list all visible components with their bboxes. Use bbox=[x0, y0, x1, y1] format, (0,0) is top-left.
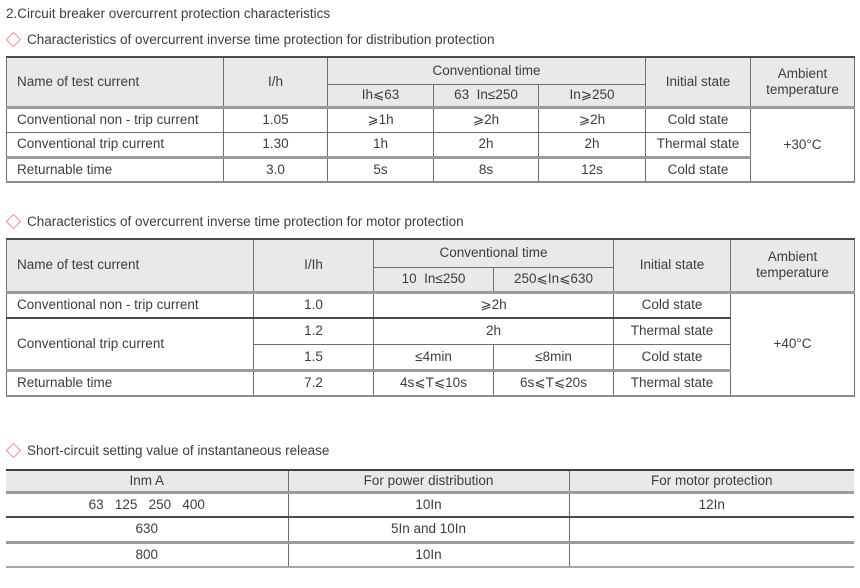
table-cell: Cold state bbox=[614, 344, 731, 370]
table-cell: 6s⩽T⩽20s bbox=[494, 370, 614, 396]
table-cell: Cold state bbox=[646, 157, 751, 182]
table-cell: 3.0 bbox=[224, 157, 328, 182]
table-cell: 1.05 bbox=[224, 107, 328, 132]
table-row bbox=[7, 107, 855, 132]
diamond-icon bbox=[6, 443, 22, 459]
table-row bbox=[6, 492, 854, 517]
col-header-motor-protection: For motor protection bbox=[569, 470, 854, 492]
col-subheader-250-in-630: 250⩽In⩽630 bbox=[494, 267, 614, 292]
table-cell: 1.5 bbox=[254, 344, 374, 370]
cell-row-label: Conventional non - trip current bbox=[7, 292, 254, 318]
table-cell: 5In and 10In bbox=[288, 517, 569, 542]
table-cell: Thermal state bbox=[646, 132, 751, 157]
table-cell: 8s bbox=[434, 157, 539, 182]
distribution-table bbox=[6, 56, 855, 183]
table-cell: ⩾2h bbox=[434, 107, 539, 132]
table-row bbox=[6, 517, 854, 542]
col-header-ih: I/h bbox=[224, 57, 328, 107]
col-header-iih: I/Ih bbox=[254, 239, 374, 292]
col-header-test-current: Name of test current bbox=[7, 57, 224, 107]
table-cell: 12In bbox=[569, 492, 854, 517]
col-header-inm: Inm A bbox=[6, 470, 288, 492]
section-title-short-circuit: Short-circuit setting value of instantaneous release bbox=[27, 443, 330, 458]
table-cell bbox=[569, 542, 854, 567]
table-cell: 5s bbox=[328, 157, 434, 182]
col-header-conventional-time: Conventional time bbox=[374, 239, 614, 267]
table-cell: 4s⩽T⩽10s bbox=[374, 370, 494, 396]
col-header-ambient-temperature: Ambient temperature bbox=[751, 57, 855, 107]
table-cell: 1h bbox=[328, 132, 434, 157]
col-subheader-10-in-250: 10 In≤250 bbox=[374, 267, 494, 292]
section-title-distribution: Characteristics of overcurrent inverse time protection for distribution protection bbox=[27, 32, 495, 47]
table-cell: ≤8min bbox=[494, 344, 614, 370]
cell-row-label: Conventional trip current bbox=[7, 132, 224, 157]
col-header-initial-state: Initial state bbox=[646, 57, 751, 107]
cell-row-label: Conventional trip current bbox=[7, 318, 254, 370]
table-cell: Thermal state bbox=[614, 318, 731, 344]
table-cell: 2h bbox=[374, 318, 614, 344]
cell-ambient-value: +30°C bbox=[751, 107, 855, 182]
table-row bbox=[7, 132, 855, 157]
table-cell: Cold state bbox=[614, 292, 731, 318]
motor-table bbox=[6, 238, 855, 397]
table-cell: ⩾1h bbox=[328, 107, 434, 132]
table-cell: Cold state bbox=[646, 107, 751, 132]
table-cell: ⩾2h bbox=[374, 292, 614, 318]
table-cell: 2h bbox=[539, 132, 646, 157]
section-title-motor: Characteristics of overcurrent inverse time protection for motor protection bbox=[27, 214, 464, 229]
table-cell: 630 bbox=[6, 517, 288, 542]
table-row bbox=[7, 370, 855, 396]
table-cell: ≤4min bbox=[374, 344, 494, 370]
section-short-circuit-header bbox=[6, 443, 854, 458]
page-title: 2.Circuit breaker overcurrent protection characteristics bbox=[6, 6, 331, 21]
table-cell: 7.2 bbox=[254, 370, 374, 396]
table-cell: 1.2 bbox=[254, 318, 374, 344]
table-cell: 1.0 bbox=[254, 292, 374, 318]
col-header-conventional-time: Conventional time bbox=[328, 57, 646, 84]
table-row bbox=[7, 318, 855, 344]
table-cell: 1.30 bbox=[224, 132, 328, 157]
diamond-icon bbox=[6, 214, 22, 230]
col-header-power-distribution: For power distribution bbox=[288, 470, 569, 492]
table-cell: Thermal state bbox=[614, 370, 731, 396]
table-row bbox=[6, 542, 854, 567]
cell-ambient-value: +40°C bbox=[731, 292, 855, 396]
table-cell: ⩾2h bbox=[539, 107, 646, 132]
table-cell: 63 125 250 400 bbox=[6, 492, 288, 517]
cell-row-label: Conventional non - trip current bbox=[7, 107, 224, 132]
cell-row-label: Returnable time bbox=[7, 370, 254, 396]
diamond-icon bbox=[6, 32, 22, 48]
cell-row-label: Returnable time bbox=[7, 157, 224, 182]
short-circuit-table bbox=[6, 469, 854, 568]
col-header-test-current: Name of test current bbox=[7, 239, 254, 292]
table-cell: 12s bbox=[539, 157, 646, 182]
table-cell bbox=[569, 517, 854, 542]
col-header-ambient-temperature: Ambient temperature bbox=[731, 239, 855, 292]
col-subheader-63-in-250: 63 In≤250 bbox=[434, 84, 539, 107]
table-cell: 10In bbox=[288, 492, 569, 517]
col-header-initial-state: Initial state bbox=[614, 239, 731, 292]
table-cell: 2h bbox=[434, 132, 539, 157]
col-subheader-ih-63: Ih⩽63 bbox=[328, 84, 434, 107]
table-cell: 10In bbox=[288, 542, 569, 567]
section-motor-header bbox=[6, 214, 854, 229]
table-row bbox=[7, 157, 855, 182]
section-distribution-header bbox=[6, 32, 854, 47]
col-subheader-in-250: In⩾250 bbox=[539, 84, 646, 107]
table-row bbox=[7, 292, 855, 318]
table-cell: 800 bbox=[6, 542, 288, 567]
